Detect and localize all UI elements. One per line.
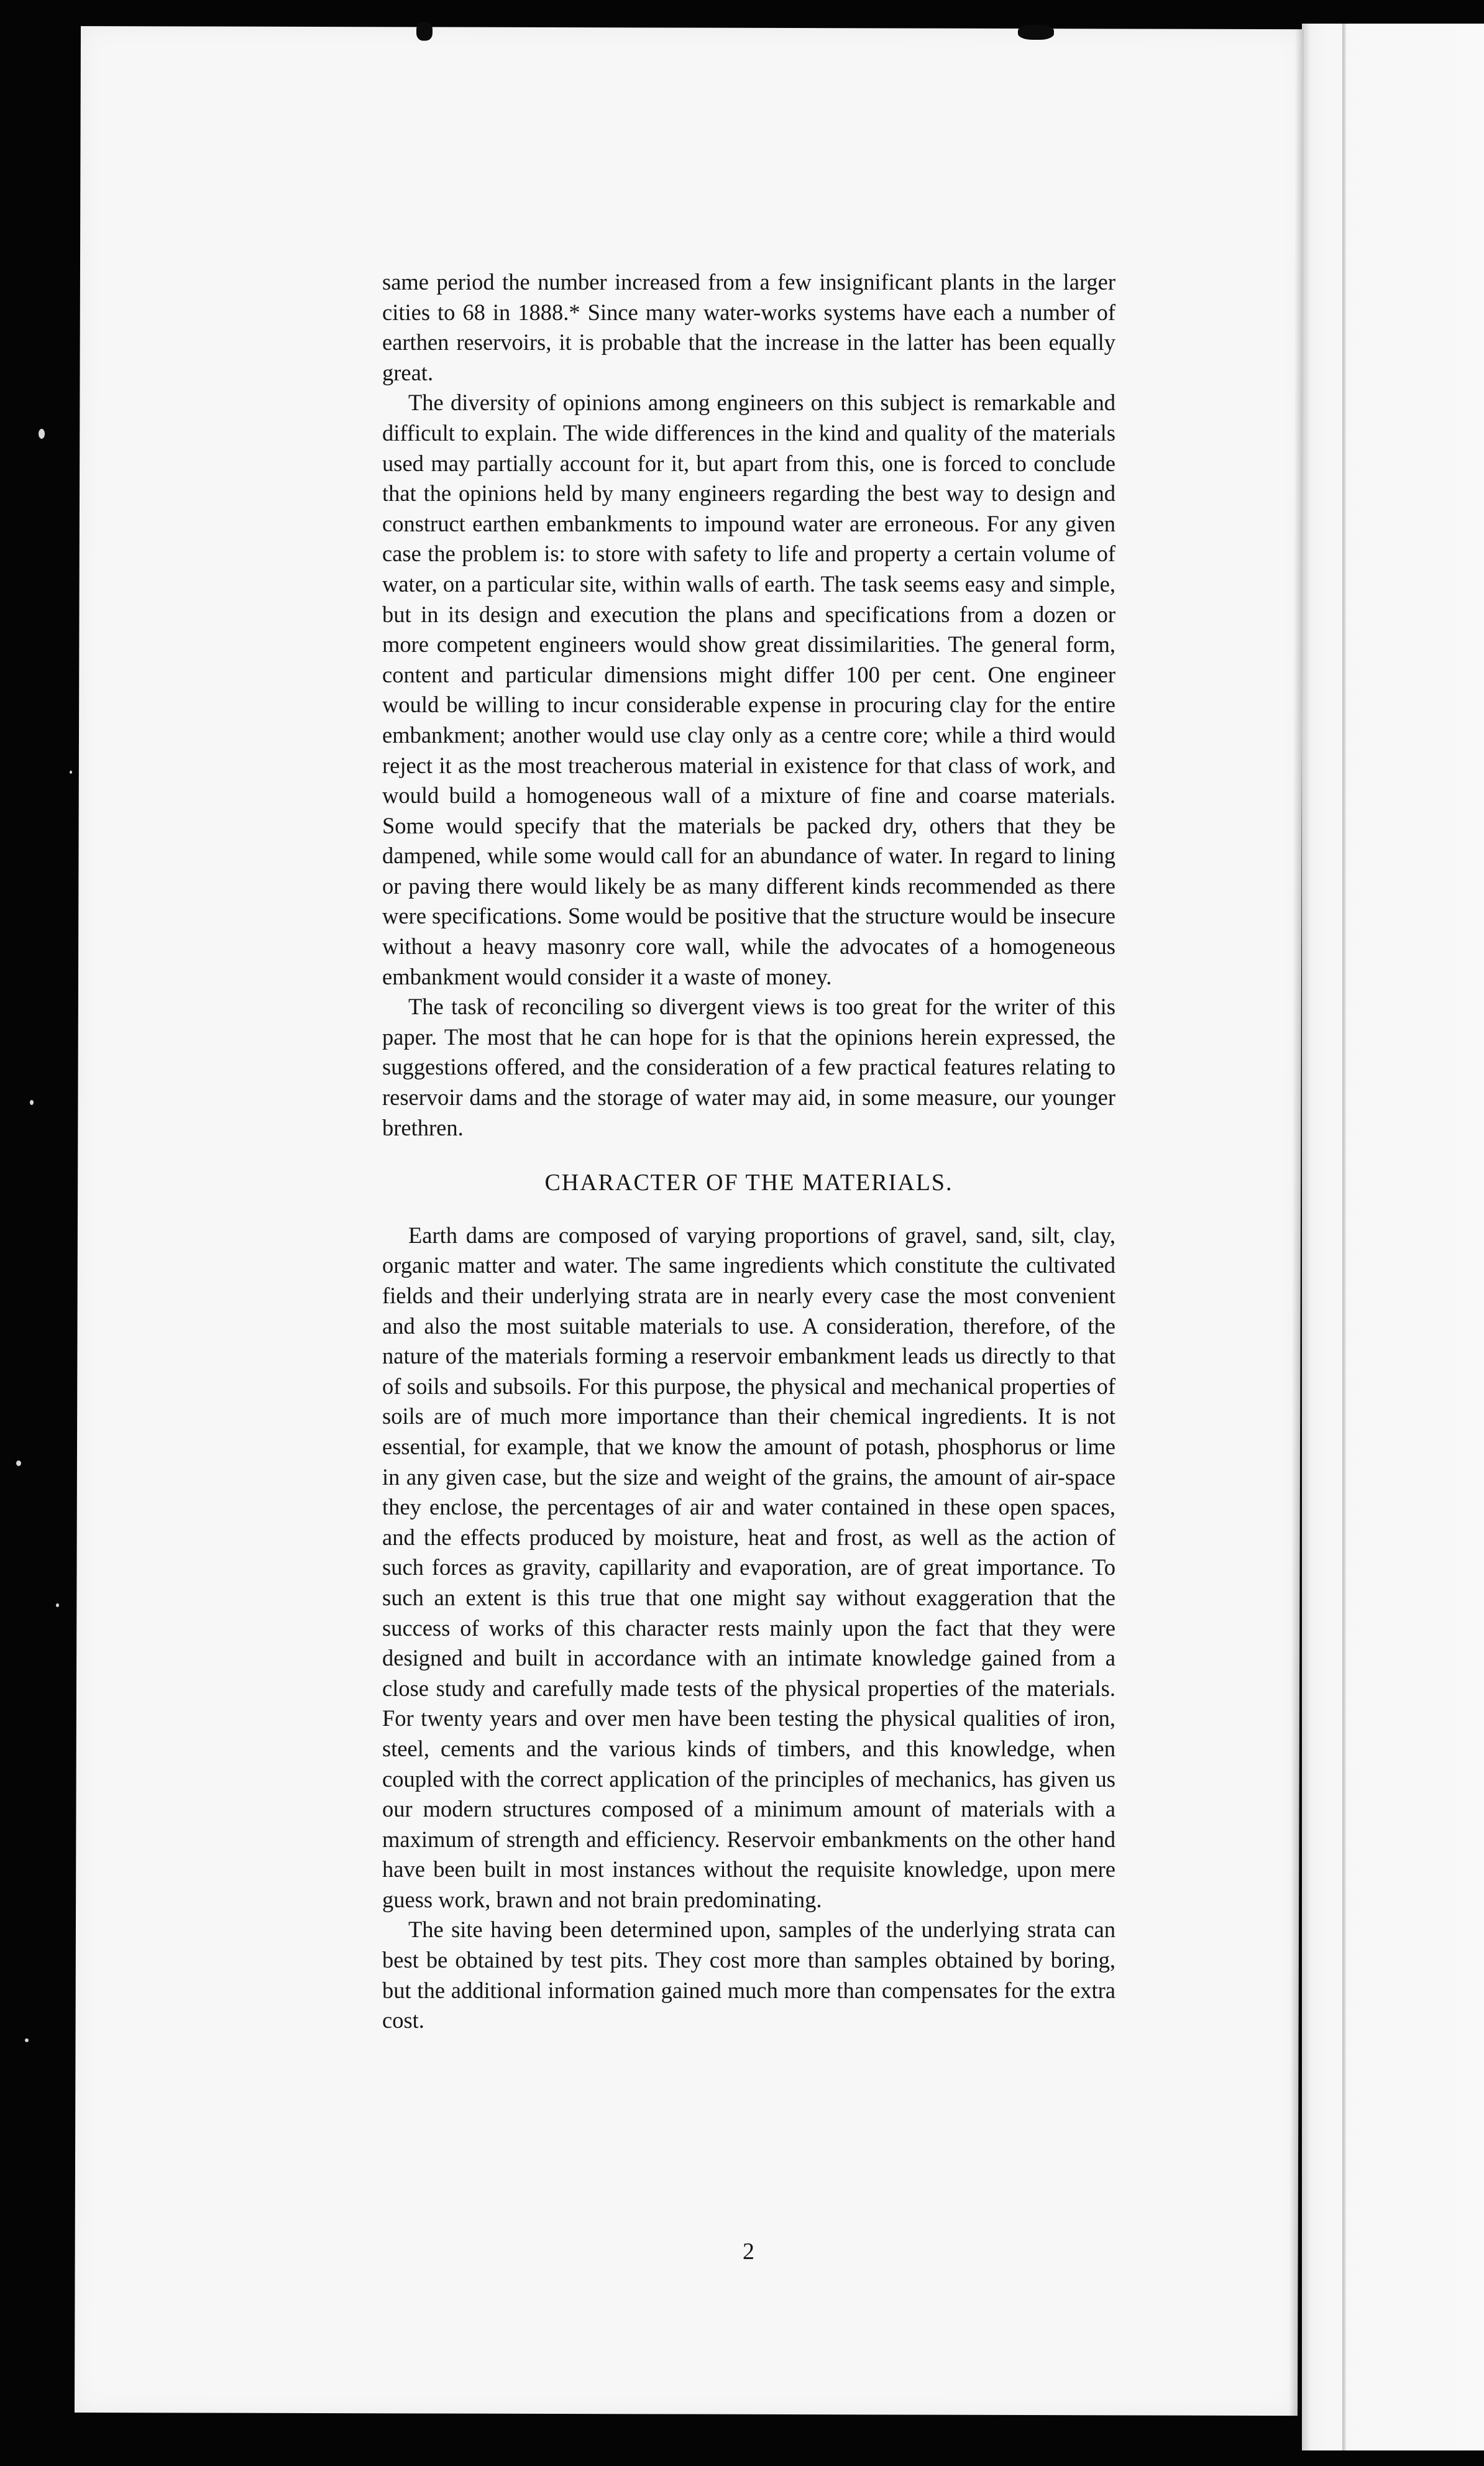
body-text-column — [382, 267, 1115, 2036]
scan-blemish — [416, 22, 433, 40]
section-heading: CHARACTER OF THE MATERIALS. — [544, 1170, 953, 1196]
scan-blemish — [1018, 25, 1054, 40]
paragraph-site-determined: The site having been determined upon, samples of the underlying strata can best be obtained by test pits. They cost more than samples obtained by boring, but the additional information gained much more than compensates for the extra cost. — [382, 1917, 1115, 2033]
page-number: 2 — [743, 2239, 754, 2265]
scan-speck — [39, 429, 45, 439]
page-fold — [1342, 24, 1346, 2450]
paragraph-continuation: same period the number increased from a few insignificant plants in the larger cities to 68 in 1888.* Since many water-works systems have each a number of earthen reservoirs, it is probable that the increase in the latter has been equally great. — [382, 269, 1115, 385]
scan-speck — [56, 1603, 59, 1607]
paragraph-diversity-of-opinions: The diversity of opinions among engineers on this subject is remarkable and difficult to explain. The wide differences in the kind and quality of the materials used may partially account for it, but apart from this, one is forced to conclude that the opinions held by many engineers regarding the best way to design and construct earthen embankments to impound water are erroneous. For any given case the problem is: to store with safety to life and property a certain volume of water, on a particular site, within walls of earth. The task seems easy and simple, but in its design and execution the plans and specifications from a dozen or more competent engineers would show great dissimilarities. The general form, content and particular dimensions might differ 100 per cent. One engineer would be willing to incur considerable expense in procuring clay for the entire embankment; another would use clay only as a centre core; while a third would reject it as the most treacherous material in existence for that class of work, and would build a homogeneous wall of a mixture of fine and coarse materials. Some would specify that the materials be packed dry, others that they be dampened, while some would call for an abundance of water. In regard to lining or paving there would likely be as many different kinds recommended as there were specifications. Some would be positive that the structure would be insecure without a heavy masonry core wall, while the advocates of a homogeneous embankment would consider it a waste of money. — [382, 390, 1115, 989]
scan-speck — [70, 771, 72, 774]
facing-page-edge — [1302, 24, 1484, 2450]
scan-speck — [25, 2038, 29, 2042]
scan-speck — [30, 1100, 34, 1105]
paragraph-task-of-reconciling: The task of reconciling so divergent views is too great for the writer of this paper. The most that he can hope for is that the opinions herein expressed, the suggestions offered, and the consideration of a few practical features relating to reservoir dams and the storage of water may aid, in some measure, our younger brethren. — [382, 994, 1115, 1140]
scan-speck — [16, 1460, 21, 1466]
paragraph-earth-dams: Earth dams are composed of varying proportions of gravel, sand, silt, clay, organic matter and water. The same ingredients which constitute the cultivated fields and their underlying strata are in nearly every case the most convenient and also the most suitable materials to use. A consideration, therefore, of the nature of the materials forming a reservoir embankment leads us directly to that of soils and subsoils. For this purpose, the physical and mechanical properties of soils are of much more importance than their chemical ingredients. It is not essential, for example, that we know the amount of potash, phosphorus or lime in any given case, but the size and weight of the grains, the amount of air-space they enclose, the percentages of air and water contained in these open spaces, and the effects produced by moisture, heat and frost, as well as the action of such forces as gravity, capillarity and evaporation, are of great importance. To such an extent is this true that one might say without exaggeration that the success of works of this character rests mainly upon the fact that they were designed and built in accordance with an intimate knowledge gained from a close study and carefully made tests of the physical properties of the materials. For twenty years and over men have been testing the physical qualities of iron, steel, cements and the various kinds of timbers, and this knowledge, when coupled with the correct application of the principles of mechanics, has given us our modern structures composed of a minimum amount of materials with a maximum of strength and efficiency. Reservoir embankments on the other hand have been built in most instances without the requisite knowledge, upon mere guess work, brawn and not brain predominating. — [382, 1222, 1115, 1912]
